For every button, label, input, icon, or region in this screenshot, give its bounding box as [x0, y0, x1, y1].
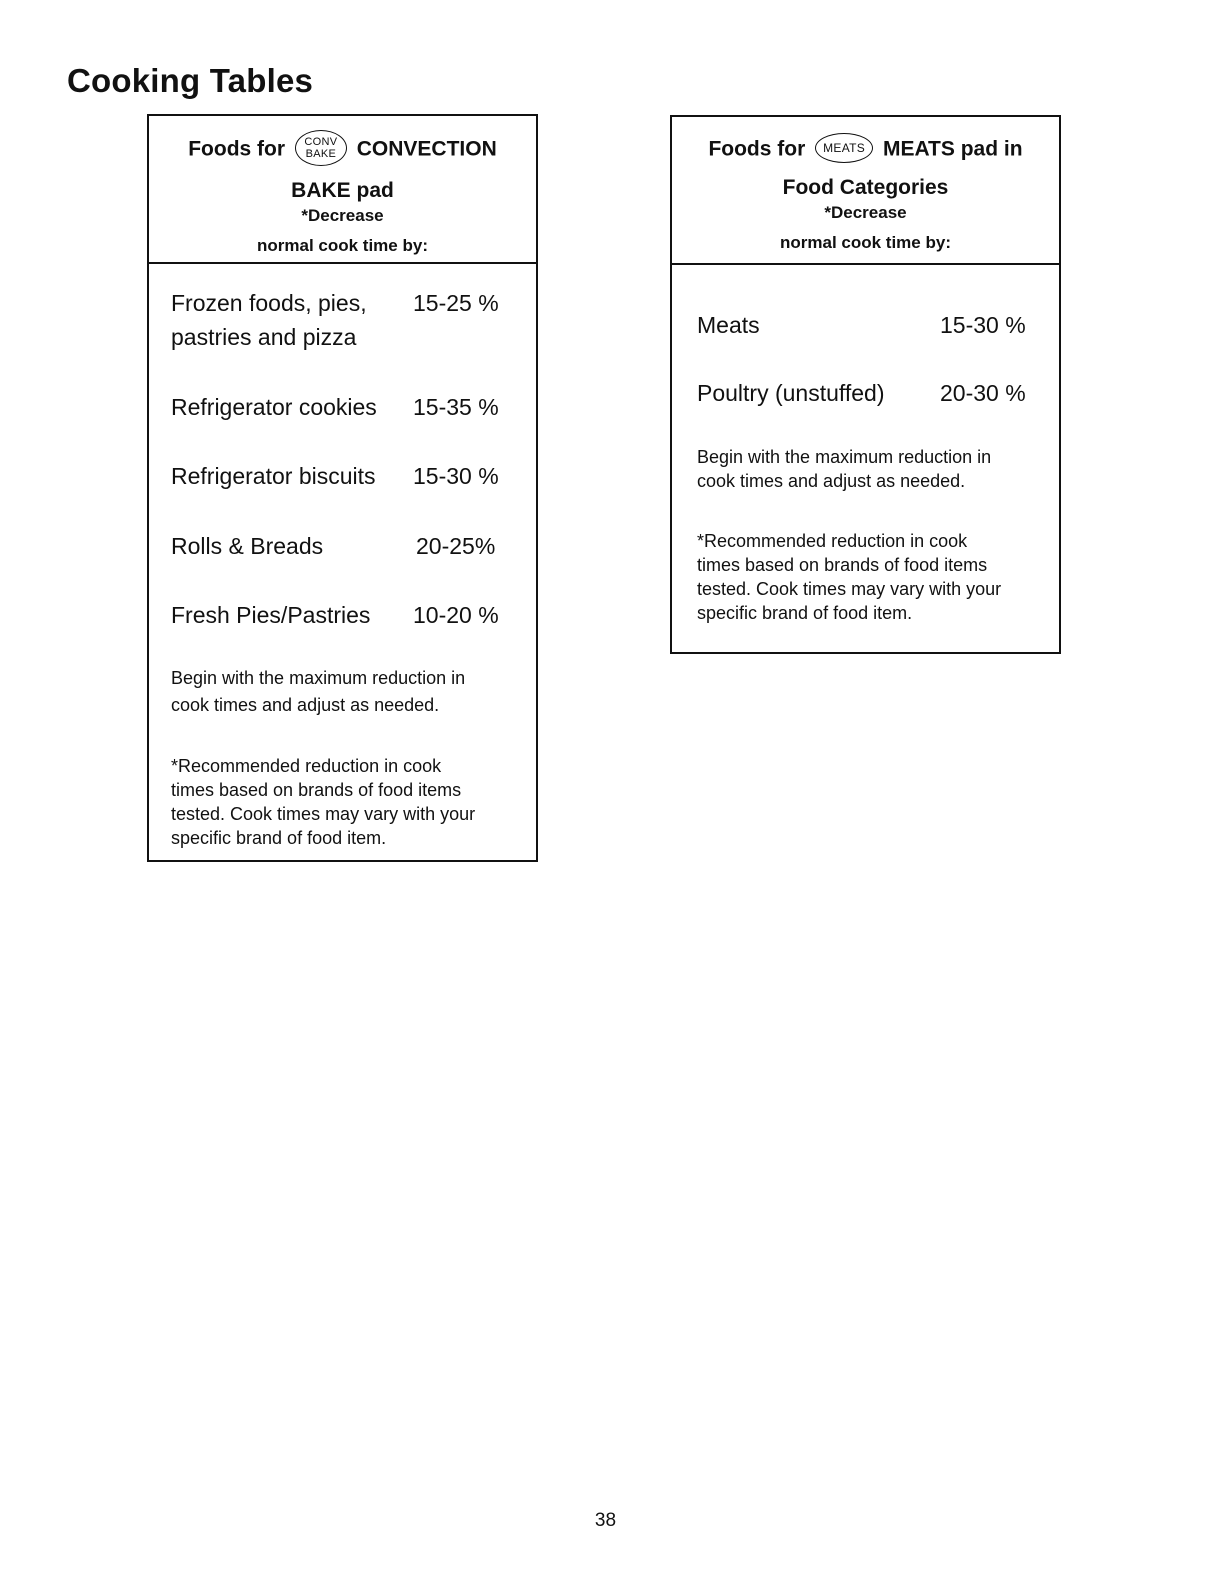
footnote-line: specific brand of food item. — [171, 828, 387, 848]
percent-value: 10-20 % — [413, 602, 499, 628]
note-line: Begin with the maximum reduction in — [697, 447, 992, 467]
food-label: Rolls & Breads — [171, 533, 324, 559]
food-label: Poultry (unstuffed) — [697, 380, 885, 406]
percent-value: 15-25 % — [413, 290, 499, 316]
meats-header-prefix: Foods for — [708, 137, 806, 161]
footnote-line: *Recommended reduction in cook — [171, 756, 442, 776]
food-label: Meats — [697, 312, 760, 338]
note-line: Begin with the maximum reduction in — [171, 668, 466, 688]
percent-value: 15-30 % — [413, 463, 499, 489]
convection-header-line2: BAKE pad — [291, 179, 394, 202]
conv-icon-top-label: CONV — [304, 136, 338, 148]
note-line: cook times and adjust as needed. — [697, 471, 966, 491]
food-label-line2: pastries and pizza — [171, 324, 357, 350]
meats-header-line4: normal cook time by: — [780, 233, 951, 252]
convection-bake-table — [147, 114, 538, 862]
percent-value: 20-25% — [416, 533, 496, 559]
meats-table-header — [672, 117, 1059, 265]
food-label: Fresh Pies/Pastries — [171, 602, 371, 628]
footnote-line: tested. Cook times may vary with your — [171, 804, 476, 824]
footnote-line: *Recommended reduction in cook — [697, 531, 968, 551]
percent-value: 15-30 % — [940, 312, 1026, 338]
page-number: 38 — [594, 1510, 617, 1531]
footnote-line: specific brand of food item. — [697, 603, 913, 623]
convection-header-line3: *Decrease — [301, 206, 384, 225]
adjust-note — [171, 666, 465, 717]
meats-header-line1 — [672, 135, 1059, 165]
food-label: Frozen foods, pies, — [171, 290, 367, 316]
meats-header-line2: Food Categories — [782, 176, 949, 199]
convection-header-prefix: Foods for — [188, 137, 286, 161]
conv-bake-pad-icon — [295, 130, 347, 166]
convection-header-line1 — [149, 132, 536, 168]
meats-table — [670, 115, 1061, 654]
footnote-line: times based on brands of food items — [171, 780, 462, 800]
footnote-line: times based on brands of food items — [697, 555, 988, 575]
recommendation-footnote — [697, 529, 1001, 625]
convection-header-line4: normal cook time by: — [257, 236, 428, 255]
meats-header-suffix: MEATS pad in — [882, 137, 1023, 161]
percent-value: 15-35 % — [413, 394, 499, 420]
note-line: cook times and adjust as needed. — [171, 695, 440, 715]
footnote-line: tested. Cook times may vary with your — [697, 579, 1002, 599]
adjust-note — [697, 445, 991, 493]
page-title: Cooking Tables — [67, 62, 314, 99]
convection-header-suffix: CONVECTION — [356, 137, 497, 161]
conv-icon-bottom-label: BAKE — [305, 148, 337, 160]
meats-pad-icon: MEATS — [815, 133, 873, 163]
food-label: Refrigerator biscuits — [171, 463, 376, 489]
meats-header-line3: *Decrease — [824, 203, 907, 222]
percent-value: 20-30 % — [940, 380, 1026, 406]
recommendation-footnote — [171, 754, 475, 850]
convection-table-header — [149, 116, 536, 264]
food-label: Refrigerator cookies — [171, 394, 377, 420]
